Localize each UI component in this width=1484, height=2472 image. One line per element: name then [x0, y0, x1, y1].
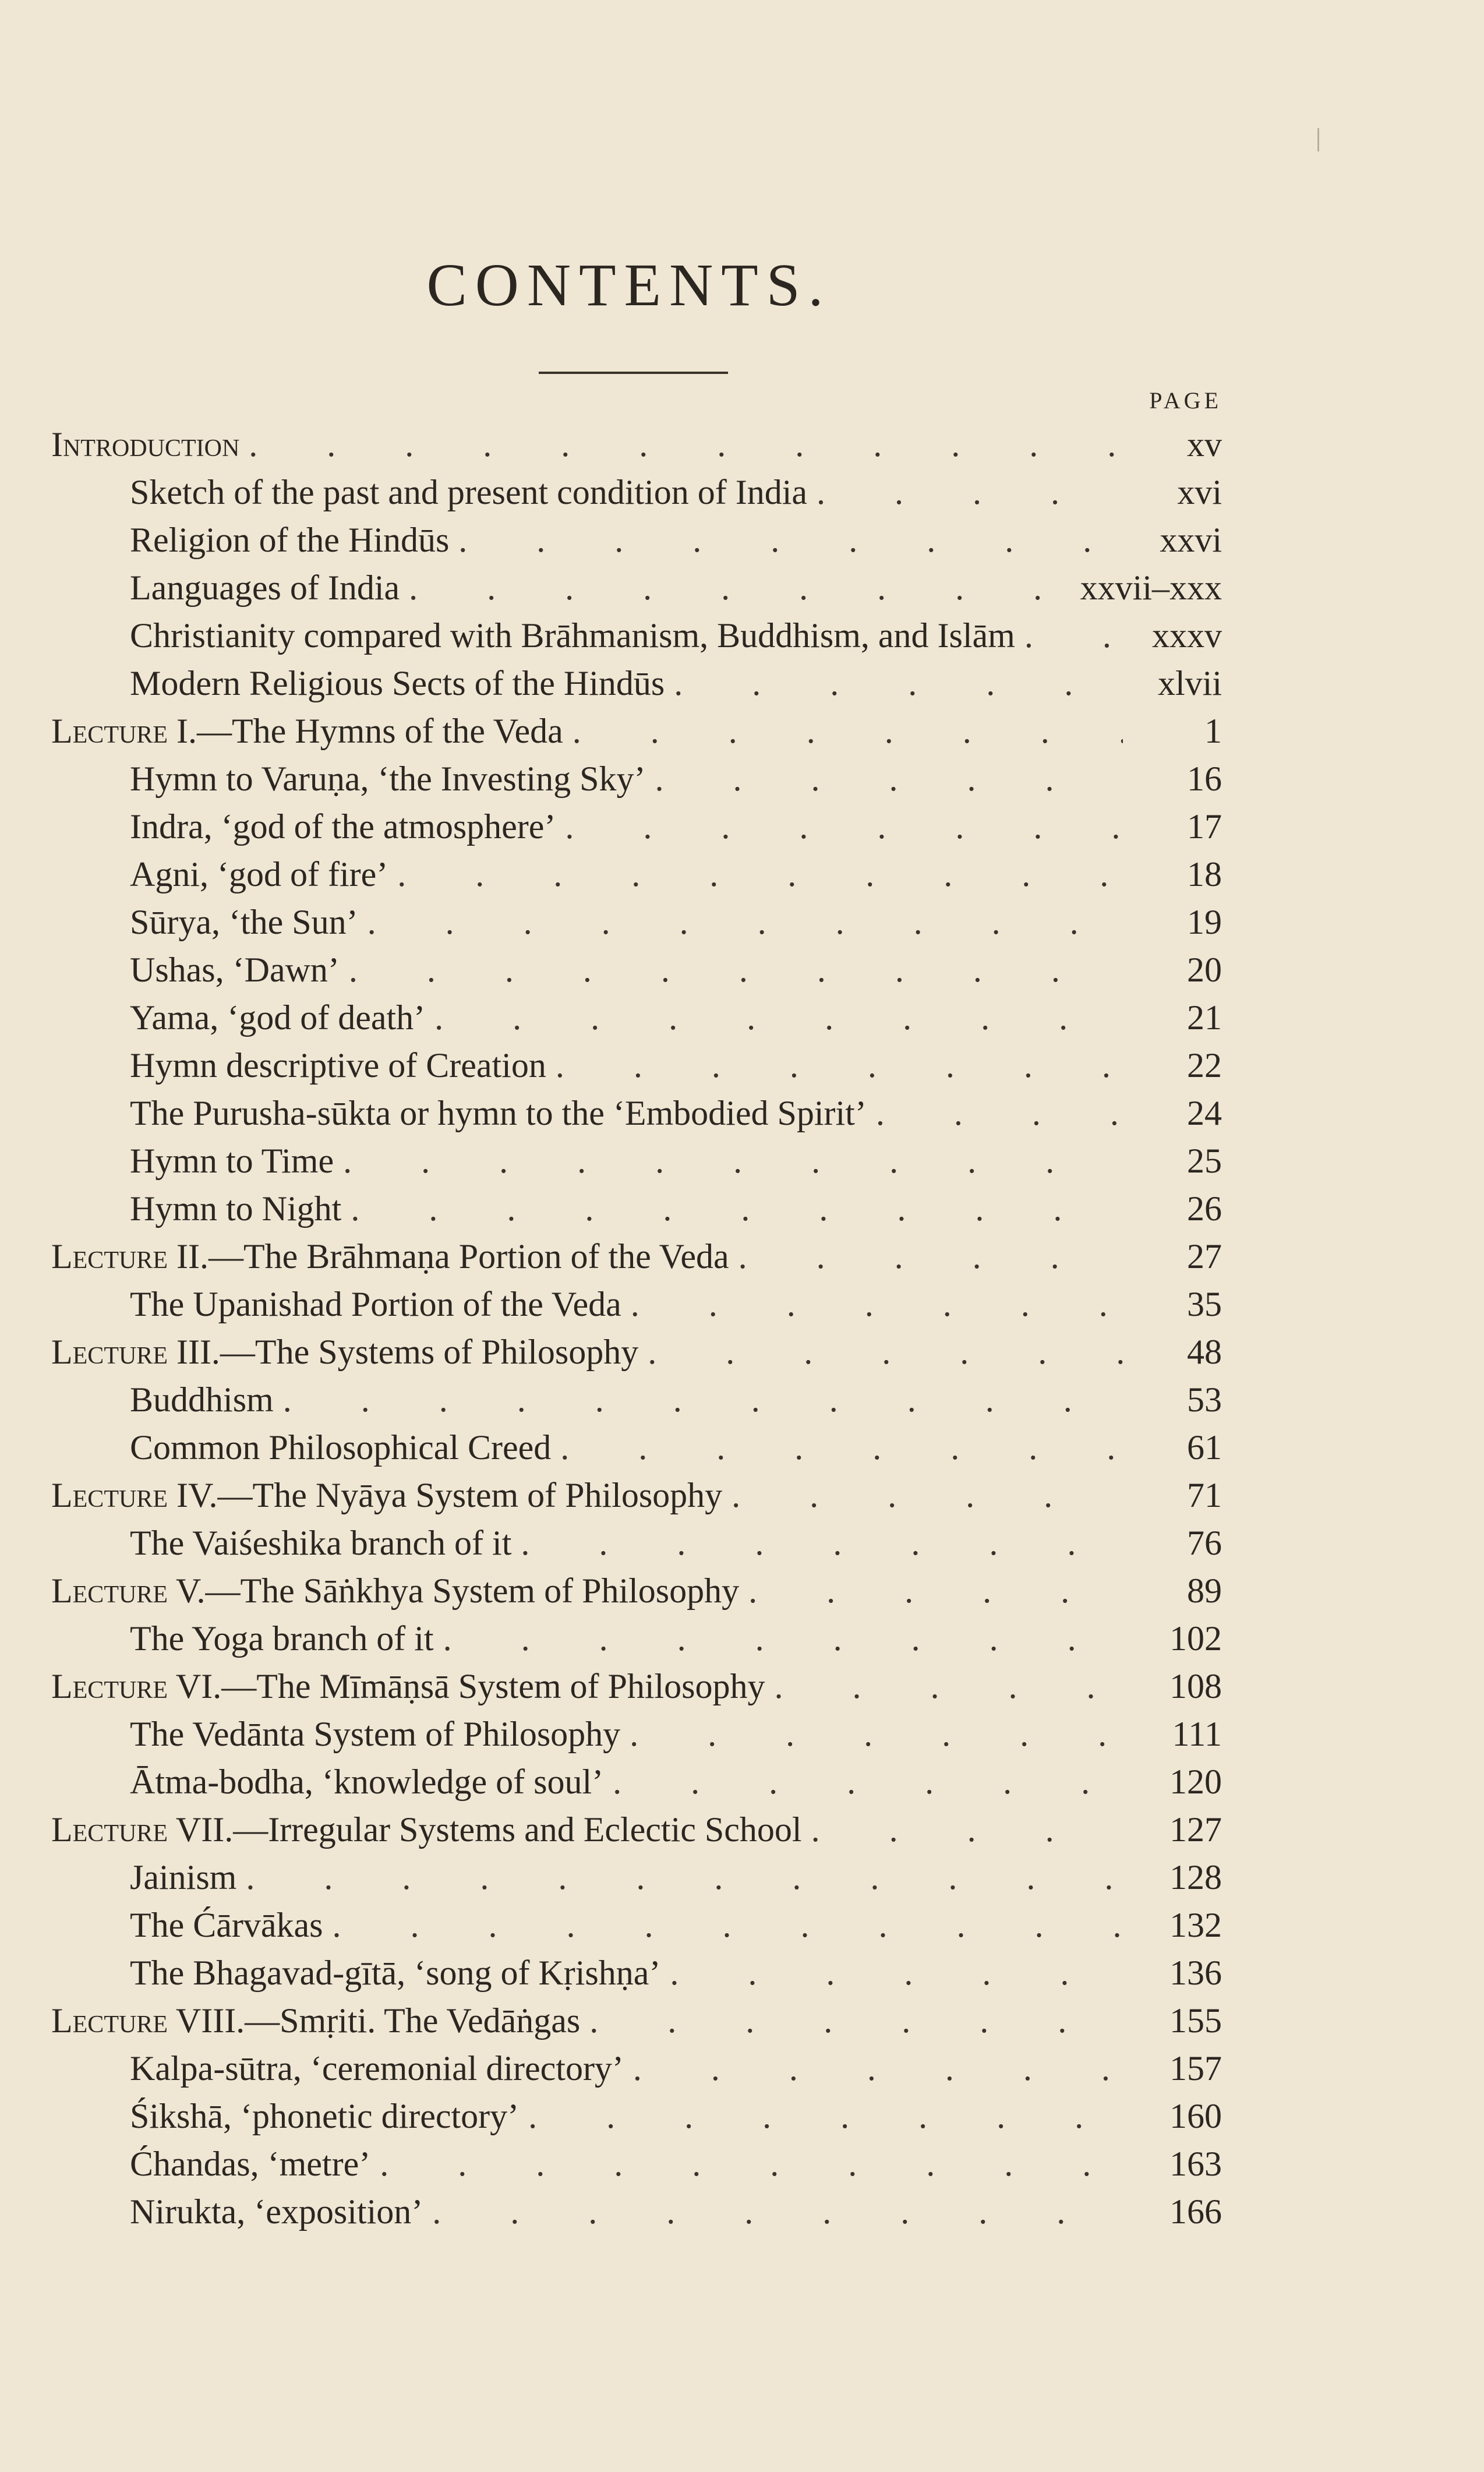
- toc-page-number: 111: [1172, 1715, 1222, 1753]
- toc-entry-label: [130, 994, 434, 1041]
- toc-entry-text: Languages of India: [130, 568, 400, 607]
- toc-entry-text: Buddhism: [130, 1380, 274, 1419]
- toc-section-entry: [51, 1471, 1222, 1519]
- leader-dots: [631, 1280, 1123, 1328]
- leader-dots: [368, 898, 1123, 946]
- toc-section-entry: [51, 421, 1222, 468]
- table-of-contents: [51, 421, 1222, 2236]
- leader-dots: [351, 1185, 1123, 1233]
- toc-entry-text: Śikshā, ‘phonetic directory’: [130, 2097, 520, 2135]
- toc-page-number: 35: [1187, 1285, 1222, 1323]
- toc-entry-prefix: Lecture: [51, 1667, 168, 1705]
- toc-entry-label: [130, 2140, 380, 2188]
- leader-dots: [748, 1567, 1123, 1615]
- toc-page-number: 26: [1187, 1189, 1222, 1228]
- toc-entry-label: [130, 1615, 443, 1662]
- toc-entry-label: [130, 1137, 343, 1185]
- toc-section-entry: [51, 1328, 1222, 1376]
- leader-dots: [443, 1615, 1123, 1662]
- toc-entry-label: [130, 2044, 633, 2092]
- leader-dots: [380, 2140, 1123, 2188]
- toc-entry-prefix: Lecture: [51, 1237, 168, 1276]
- toc-entry-text: The Vaiśeshika branch of it: [130, 1524, 512, 1562]
- toc-subentry: [51, 1901, 1222, 1949]
- leader-dots: [674, 659, 1123, 707]
- toc-subentry: [51, 1853, 1222, 1901]
- toc-entry-label: [51, 1233, 739, 1280]
- toc-entry-text: II.—The Brāhmaṇa Portion of the Veda: [176, 1237, 729, 1276]
- toc-page-number: 21: [1187, 998, 1222, 1037]
- toc-entry-label: [130, 2092, 528, 2140]
- toc-subentry: [51, 1041, 1222, 1089]
- toc-entry-label: [130, 612, 1024, 659]
- toc-page-number: 157: [1169, 2049, 1222, 2088]
- toc-subentry: [51, 2140, 1222, 2188]
- toc-entry-label: [130, 1089, 876, 1137]
- toc-entry-prefix: Lecture: [51, 712, 168, 750]
- toc-entry-text: The Bhagavad-gītā, ‘song of Kṛishṇa’: [130, 1954, 661, 1992]
- toc-entry-text: I.—The Hymns of the Veda: [176, 712, 563, 750]
- leader-dots: [876, 1089, 1123, 1137]
- toc-subentry: [51, 2092, 1222, 2140]
- toc-entry-label: [51, 421, 249, 468]
- leader-dots: [811, 1806, 1123, 1853]
- toc-subentry: [51, 1280, 1222, 1328]
- toc-entry-label: [130, 1376, 283, 1424]
- toc-entry-text: Modern Religious Sects of the Hindūs: [130, 664, 665, 702]
- toc-entry-label: [130, 1041, 556, 1089]
- toc-entry-label: [130, 1185, 351, 1233]
- toc-page-number: 132: [1169, 1906, 1222, 1944]
- toc-section-entry: [51, 1806, 1222, 1853]
- toc-page-number: 127: [1169, 1810, 1222, 1849]
- toc-entry-text: Religion of the Hindūs: [130, 521, 450, 559]
- toc-entry-label: [130, 516, 458, 564]
- toc-page-number: 128: [1169, 1858, 1222, 1897]
- toc-entry-label: [130, 1280, 631, 1328]
- toc-subentry: [51, 1137, 1222, 1185]
- toc-page-number: 89: [1187, 1572, 1222, 1610]
- toc-entry-text: The Yoga branch of it: [130, 1619, 434, 1658]
- toc-page-number: 163: [1169, 2145, 1222, 2183]
- toc-page-number: 48: [1187, 1333, 1222, 1371]
- toc-section-entry: [51, 1662, 1222, 1710]
- toc-section-entry: [51, 1233, 1222, 1280]
- toc-entry-text: Common Philosophical Creed: [130, 1428, 552, 1467]
- toc-entry-label: [130, 898, 368, 946]
- toc-subentry: [51, 850, 1222, 898]
- toc-page-number: 25: [1187, 1142, 1222, 1180]
- toc-entry-text: Ushas, ‘Dawn’: [130, 951, 340, 989]
- toc-subentry: [51, 468, 1222, 516]
- leader-dots: [565, 803, 1123, 850]
- toc-page-number: 16: [1187, 760, 1222, 798]
- toc-entry-label: [130, 2188, 432, 2236]
- toc-entry-text: Jainism: [130, 1858, 237, 1897]
- toc-entry-text: Hymn to Varuṇa, ‘the Investing Sky’: [130, 760, 646, 798]
- toc-entry-text: Christianity compared with Brāhmanism, Buddhism, and Islām: [130, 616, 1015, 655]
- toc-page-number: 76: [1187, 1524, 1222, 1562]
- leader-dots: [434, 994, 1123, 1041]
- toc-subentry: [51, 1376, 1222, 1424]
- toc-entry-text: Yama, ‘god of death’: [130, 998, 426, 1037]
- leader-dots: [560, 1424, 1123, 1471]
- toc-entry-prefix: Lecture: [51, 1333, 168, 1371]
- toc-entry-label: [51, 1662, 775, 1710]
- toc-entry-label: [51, 1567, 748, 1615]
- toc-entry-prefix: Introduction: [51, 425, 240, 464]
- toc-entry-label: [130, 803, 565, 850]
- toc-entry-label: [130, 1519, 521, 1567]
- leader-dots: [349, 946, 1123, 994]
- toc-page-number: 166: [1169, 2192, 1222, 2231]
- toc-entry-label: [51, 1328, 648, 1376]
- leader-dots: [630, 1710, 1123, 1758]
- toc-page-number: 160: [1169, 2097, 1222, 2135]
- toc-entry-label: [130, 1901, 333, 1949]
- leader-dots: [613, 1758, 1123, 1806]
- toc-entry-text: IV.—The Nyāya System of Philosophy: [176, 1476, 723, 1514]
- toc-entry-text: The Upanishad Portion of the Veda: [130, 1285, 621, 1323]
- leader-dots: [739, 1233, 1123, 1280]
- title-rule: [539, 372, 728, 374]
- toc-entry-label: [130, 468, 817, 516]
- leader-dots: [1024, 612, 1123, 659]
- toc-entry-prefix: Lecture: [51, 2001, 168, 2040]
- leader-dots: [249, 421, 1123, 468]
- toc-entry-label: [130, 659, 674, 707]
- toc-entry-text: Kalpa-sūtra, ‘ceremonial directory’: [130, 2049, 624, 2088]
- margin-mark: [1317, 128, 1319, 151]
- leader-dots: [648, 1328, 1123, 1376]
- toc-entry-text: Hymn to Time: [130, 1142, 334, 1180]
- toc-section-entry: [51, 707, 1222, 755]
- leader-dots: [246, 1853, 1123, 1901]
- toc-page-number: xlvii: [1157, 664, 1222, 702]
- toc-subentry: [51, 1089, 1222, 1137]
- leader-dots: [397, 850, 1123, 898]
- toc-subentry: [51, 1185, 1222, 1233]
- toc-page-number: 120: [1169, 1763, 1222, 1801]
- toc-entry-text: Nirukta, ‘exposition’: [130, 2192, 423, 2231]
- toc-entry-label: [130, 946, 349, 994]
- toc-entry-text: The Ćārvākas: [130, 1906, 323, 1944]
- toc-entry-label: [130, 1853, 246, 1901]
- page-title: CONTENTS.: [426, 252, 832, 319]
- page-column-header: PAGE: [1149, 387, 1222, 414]
- leader-dots: [589, 1997, 1123, 2044]
- toc-page-number: 27: [1187, 1237, 1222, 1276]
- toc-page-number: 18: [1187, 855, 1222, 894]
- toc-subentry: [51, 659, 1222, 707]
- toc-page-number: 102: [1169, 1619, 1222, 1658]
- leader-dots: [343, 1137, 1123, 1185]
- toc-page-number: xv: [1187, 425, 1222, 464]
- toc-section-entry: [51, 1997, 1222, 2044]
- toc-subentry: [51, 898, 1222, 946]
- toc-entry-label: [130, 1424, 560, 1471]
- toc-subentry: [51, 1949, 1222, 1997]
- leader-dots: [817, 468, 1123, 516]
- toc-entry-text: Hymn to Night: [130, 1189, 342, 1228]
- toc-subentry: [51, 1615, 1222, 1662]
- toc-page-number: 1: [1204, 712, 1222, 750]
- leader-dots: [775, 1662, 1123, 1710]
- toc-entry-prefix: Lecture: [51, 1572, 168, 1610]
- leader-dots: [732, 1471, 1123, 1519]
- leader-dots: [556, 1041, 1123, 1089]
- toc-subentry: [51, 612, 1222, 659]
- toc-entry-text: Hymn descriptive of Creation: [130, 1046, 546, 1085]
- toc-entry-prefix: Lecture: [51, 1476, 168, 1514]
- toc-entry-text: Ātma-bodha, ‘knowledge of soul’: [130, 1763, 604, 1801]
- toc-page-number: xxvii–xxx: [1080, 568, 1222, 607]
- toc-page-number: 136: [1169, 1954, 1222, 1992]
- leader-dots: [521, 1519, 1123, 1567]
- leader-dots: [333, 1901, 1123, 1949]
- toc-subentry: [51, 1758, 1222, 1806]
- toc-section-entry: [51, 1567, 1222, 1615]
- toc-entry-text: The Purusha-sūkta or hymn to the ‘Embodied Spirit’: [130, 1094, 867, 1132]
- leader-dots: [432, 2188, 1123, 2236]
- toc-entry-label: [130, 1758, 613, 1806]
- toc-entry-text: Indra, ‘god of the atmosphere’: [130, 807, 556, 846]
- toc-subentry: [51, 994, 1222, 1041]
- leader-dots: [458, 516, 1123, 564]
- toc-entry-label: [130, 564, 409, 612]
- leader-dots: [670, 1949, 1123, 1997]
- toc-subentry: [51, 564, 1222, 612]
- toc-entry-text: III.—The Systems of Philosophy: [176, 1333, 639, 1371]
- toc-subentry: [51, 1710, 1222, 1758]
- toc-entry-label: [130, 1710, 630, 1758]
- toc-page-number: 71: [1187, 1476, 1222, 1514]
- toc-entry-label: [51, 1997, 589, 2044]
- toc-subentry: [51, 516, 1222, 564]
- toc-entry-prefix: Lecture: [51, 1810, 168, 1849]
- toc-entry-label: [130, 1949, 670, 1997]
- toc-entry-text: VI.—The Mīmāṇsā System of Philosophy: [175, 1667, 765, 1705]
- leader-dots: [655, 755, 1123, 803]
- toc-entry-text: VII.—Irregular Systems and Eclectic School: [175, 1810, 802, 1849]
- toc-entry-label: [130, 755, 655, 803]
- toc-entry-label: [51, 1806, 811, 1853]
- toc-page-number: 53: [1187, 1380, 1222, 1419]
- toc-subentry: [51, 2044, 1222, 2092]
- toc-subentry: [51, 803, 1222, 850]
- toc-page-number: xvi: [1177, 473, 1222, 511]
- leader-dots: [409, 564, 1069, 612]
- toc-page-number: 22: [1187, 1046, 1222, 1085]
- toc-page-number: 17: [1187, 807, 1222, 846]
- toc-subentry: [51, 946, 1222, 994]
- toc-entry-text: Sūrya, ‘the Sun’: [130, 903, 358, 941]
- leader-dots: [528, 2092, 1123, 2140]
- leader-dots: [283, 1376, 1123, 1424]
- toc-page-number: 20: [1187, 951, 1222, 989]
- toc-page-number: 155: [1169, 2001, 1222, 2040]
- toc-entry-text: Sketch of the past and present condition of India: [130, 473, 808, 511]
- toc-subentry: [51, 2188, 1222, 2236]
- leader-dots: [633, 2044, 1123, 2092]
- toc-entry-text: Ćhandas, ‘metre’: [130, 2145, 371, 2183]
- toc-entry-text: VIII.—Smṛiti. The Vedāṅgas: [175, 2001, 581, 2040]
- toc-page-number: 108: [1169, 1667, 1222, 1705]
- toc-entry-label: [51, 1471, 732, 1519]
- toc-page-number: 61: [1187, 1428, 1222, 1467]
- toc-subentry: [51, 1424, 1222, 1471]
- leader-dots: [573, 707, 1123, 755]
- toc-subentry: [51, 755, 1222, 803]
- toc-entry-text: Agni, ‘god of fire’: [130, 855, 388, 894]
- toc-page-number: xxvi: [1160, 521, 1222, 559]
- toc-entry-label: [51, 707, 573, 755]
- toc-entry-label: [130, 850, 397, 898]
- toc-subentry: [51, 1519, 1222, 1567]
- toc-page-number: 19: [1187, 903, 1222, 941]
- toc-entry-text: The Vedānta System of Philosophy: [130, 1715, 621, 1753]
- toc-entry-text: V.—The Sāṅkhya System of Philosophy: [175, 1572, 740, 1610]
- toc-page-number: 24: [1187, 1094, 1222, 1132]
- toc-page-number: xxxv: [1152, 616, 1222, 655]
